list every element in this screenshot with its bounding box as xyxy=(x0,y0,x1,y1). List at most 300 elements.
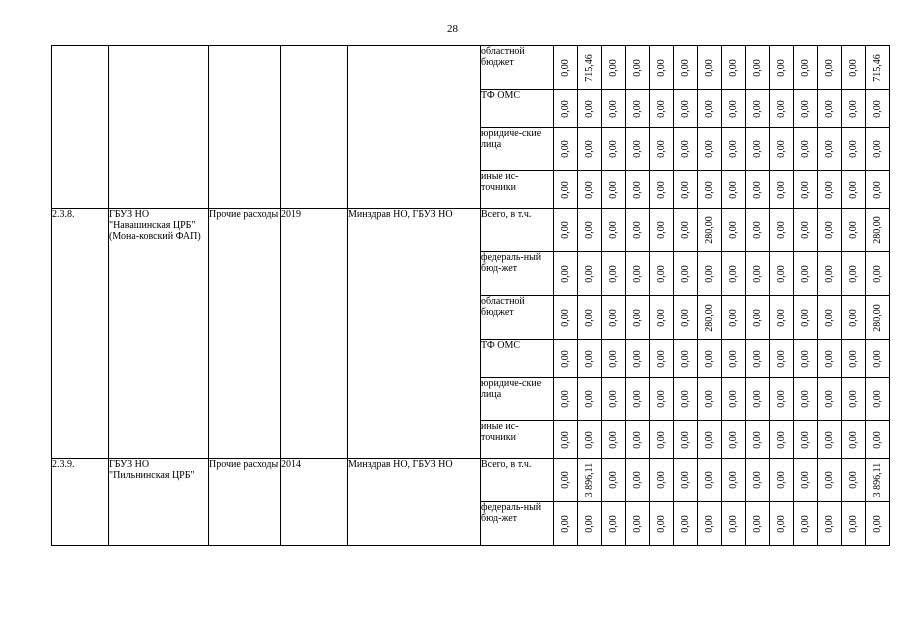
value-text: 0,00 xyxy=(679,221,691,239)
value-text: 0,00 xyxy=(871,140,883,158)
value-cell xyxy=(578,340,602,378)
value-text: 0,00 xyxy=(727,349,739,368)
value-cell xyxy=(818,421,842,459)
value-cell xyxy=(698,128,722,171)
value-cell xyxy=(746,340,770,378)
value-text: 0,00 xyxy=(727,140,739,158)
value-text: 0,00 xyxy=(559,221,571,239)
value-text: 0,00 xyxy=(727,471,739,489)
funding-source-cell: юридиче-ские лица xyxy=(481,128,554,171)
value-cell xyxy=(722,502,746,546)
funding-source-cell: иные ис-точники xyxy=(481,171,554,209)
value-cell xyxy=(818,296,842,340)
value-cell xyxy=(746,296,770,340)
value-text: 0,00 xyxy=(655,99,667,118)
value-cell xyxy=(770,128,794,171)
value-cell xyxy=(554,502,578,546)
value-text: 0,00 xyxy=(751,99,763,118)
value-text: 280,00 xyxy=(703,303,715,332)
value-cell xyxy=(746,171,770,209)
value-text: 0,00 xyxy=(559,390,571,408)
value-text: 0,00 xyxy=(775,349,787,368)
value-cell xyxy=(794,171,818,209)
value-cell xyxy=(866,171,890,209)
value-cell xyxy=(602,209,626,252)
value-text: 0,00 xyxy=(559,308,571,327)
executor-cell: Минздрав НО, ГБУЗ НО xyxy=(348,209,481,459)
value-text: 0,00 xyxy=(703,99,715,118)
value-text: 0,00 xyxy=(655,514,667,533)
value-cell xyxy=(674,46,698,90)
value-text: 0,00 xyxy=(607,471,619,489)
value-text: 0,00 xyxy=(631,430,643,449)
value-cell xyxy=(794,378,818,421)
value-text: 0,00 xyxy=(871,349,883,368)
value-cell xyxy=(698,421,722,459)
executor-cell: Минздрав НО, ГБУЗ НО xyxy=(348,459,481,546)
value-cell xyxy=(578,171,602,209)
value-cell xyxy=(578,128,602,171)
value-cell xyxy=(770,378,794,421)
value-text: 0,00 xyxy=(607,58,619,77)
value-cell xyxy=(770,459,794,502)
value-text: 0,00 xyxy=(631,58,643,77)
value-cell xyxy=(722,459,746,502)
value-text: 0,00 xyxy=(559,430,571,449)
value-text: 0,00 xyxy=(583,349,595,368)
value-text: 0,00 xyxy=(823,221,835,239)
value-cell xyxy=(602,171,626,209)
value-cell xyxy=(722,378,746,421)
value-cell xyxy=(746,421,770,459)
value-text: 0,00 xyxy=(583,180,595,199)
value-text: 715,46 xyxy=(871,53,883,82)
value-cell xyxy=(842,46,866,90)
value-cell xyxy=(674,296,698,340)
value-cell xyxy=(698,296,722,340)
value-text: 0,00 xyxy=(871,514,883,533)
value-cell xyxy=(866,46,890,90)
value-cell xyxy=(578,378,602,421)
value-text: 0,00 xyxy=(847,471,859,489)
value-cell xyxy=(650,209,674,252)
value-text: 0,00 xyxy=(799,58,811,77)
value-cell xyxy=(578,502,602,546)
value-text: 0,00 xyxy=(583,264,595,283)
value-text: 0,00 xyxy=(631,471,643,489)
value-cell xyxy=(794,209,818,252)
value-cell xyxy=(842,128,866,171)
value-text: 0,00 xyxy=(727,430,739,449)
value-cell xyxy=(554,171,578,209)
value-text: 0,00 xyxy=(847,264,859,283)
value-text: 0,00 xyxy=(631,390,643,408)
value-cell xyxy=(602,340,626,378)
year-cell: 2014 xyxy=(281,459,348,546)
value-cell xyxy=(770,46,794,90)
value-text: 0,00 xyxy=(751,180,763,199)
value-text: 0,00 xyxy=(703,180,715,199)
value-text: 0,00 xyxy=(559,140,571,158)
org-name-cell: ГБУЗ НО "Пильнинская ЦРБ" xyxy=(109,459,209,546)
value-text: 0,00 xyxy=(871,430,883,449)
value-cell xyxy=(818,46,842,90)
value-text: 0,00 xyxy=(607,514,619,533)
value-cell xyxy=(626,128,650,171)
value-cell xyxy=(746,252,770,296)
value-cell xyxy=(746,378,770,421)
value-cell xyxy=(602,502,626,546)
value-cell xyxy=(650,340,674,378)
value-text: 0,00 xyxy=(655,349,667,368)
value-text: 0,00 xyxy=(727,514,739,533)
value-cell xyxy=(746,209,770,252)
value-cell xyxy=(770,252,794,296)
value-cell xyxy=(794,128,818,171)
value-cell xyxy=(746,46,770,90)
value-cell xyxy=(698,502,722,546)
value-text: 0,00 xyxy=(799,221,811,239)
value-text: 0,00 xyxy=(799,180,811,199)
value-text: 0,00 xyxy=(799,471,811,489)
row-code-cell: 2.3.9. xyxy=(52,459,109,546)
value-text: 0,00 xyxy=(679,99,691,118)
value-text: 0,00 xyxy=(799,140,811,158)
value-cell xyxy=(650,502,674,546)
value-cell xyxy=(818,378,842,421)
value-cell xyxy=(554,46,578,90)
value-text: 0,00 xyxy=(583,140,595,158)
value-cell xyxy=(674,459,698,502)
value-text: 0,00 xyxy=(775,58,787,77)
value-cell xyxy=(554,209,578,252)
value-cell xyxy=(698,209,722,252)
value-text: 0,00 xyxy=(751,471,763,489)
value-cell xyxy=(842,90,866,128)
budget-table-body xyxy=(52,46,890,546)
value-text: 0,00 xyxy=(655,58,667,77)
value-text: 0,00 xyxy=(727,264,739,283)
value-cell xyxy=(866,296,890,340)
value-cell xyxy=(842,252,866,296)
value-text: 0,00 xyxy=(799,430,811,449)
value-cell xyxy=(578,459,602,502)
value-cell xyxy=(650,128,674,171)
value-text: 0,00 xyxy=(583,221,595,239)
value-text: 0,00 xyxy=(847,349,859,368)
value-cell xyxy=(554,459,578,502)
value-cell xyxy=(602,296,626,340)
value-text: 0,00 xyxy=(655,264,667,283)
value-text: 0,00 xyxy=(775,390,787,408)
value-cell xyxy=(602,46,626,90)
value-text: 0,00 xyxy=(775,430,787,449)
value-cell xyxy=(794,340,818,378)
value-text: 0,00 xyxy=(775,99,787,118)
value-cell xyxy=(842,378,866,421)
table-row xyxy=(52,46,890,90)
value-cell xyxy=(866,378,890,421)
value-cell xyxy=(770,340,794,378)
value-text: 0,00 xyxy=(823,471,835,489)
value-text: 0,00 xyxy=(775,140,787,158)
value-cell xyxy=(626,90,650,128)
value-text: 0,00 xyxy=(871,390,883,408)
value-text: 0,00 xyxy=(727,221,739,239)
funding-source-cell: областной бюджет xyxy=(481,296,554,340)
funding-source-cell: юридиче-ские лица xyxy=(481,378,554,421)
value-text: 0,00 xyxy=(847,58,859,77)
value-text: 0,00 xyxy=(847,180,859,199)
value-text: 0,00 xyxy=(847,308,859,327)
value-cell xyxy=(650,171,674,209)
value-text: 0,00 xyxy=(607,180,619,199)
funding-source-cell: ТФ ОМС xyxy=(481,90,554,128)
value-cell xyxy=(818,90,842,128)
value-text: 0,00 xyxy=(751,390,763,408)
value-cell xyxy=(770,502,794,546)
value-text: 0,00 xyxy=(775,221,787,239)
value-cell xyxy=(554,296,578,340)
expense-type-cell xyxy=(209,46,281,209)
value-cell xyxy=(650,296,674,340)
value-text: 0,00 xyxy=(775,471,787,489)
value-cell xyxy=(722,252,746,296)
value-cell xyxy=(866,340,890,378)
value-cell xyxy=(626,209,650,252)
value-text: 0,00 xyxy=(655,430,667,449)
value-cell xyxy=(722,46,746,90)
org-name-cell xyxy=(109,46,209,209)
value-cell xyxy=(578,252,602,296)
value-text: 0,00 xyxy=(679,180,691,199)
value-text: 0,00 xyxy=(727,308,739,327)
value-cell xyxy=(794,90,818,128)
value-text: 0,00 xyxy=(607,308,619,327)
value-text: 0,00 xyxy=(631,180,643,199)
value-cell xyxy=(554,252,578,296)
value-cell xyxy=(578,209,602,252)
value-cell xyxy=(722,90,746,128)
value-cell xyxy=(674,90,698,128)
value-cell xyxy=(698,378,722,421)
value-text: 0,00 xyxy=(799,349,811,368)
value-cell xyxy=(602,128,626,171)
value-text: 0,00 xyxy=(607,140,619,158)
value-cell xyxy=(626,459,650,502)
funding-source-cell: областной бюджет xyxy=(481,46,554,90)
value-cell xyxy=(794,421,818,459)
value-text: 0,00 xyxy=(703,514,715,533)
value-text: 0,00 xyxy=(751,221,763,239)
value-text: 0,00 xyxy=(631,264,643,283)
value-text: 280,00 xyxy=(703,216,715,244)
value-text: 0,00 xyxy=(655,221,667,239)
table-row xyxy=(52,209,890,252)
value-cell xyxy=(770,421,794,459)
value-cell xyxy=(602,252,626,296)
value-text: 0,00 xyxy=(607,349,619,368)
value-text: 0,00 xyxy=(871,180,883,199)
value-text: 0,00 xyxy=(799,264,811,283)
value-cell xyxy=(818,128,842,171)
value-text: 0,00 xyxy=(703,264,715,283)
value-cell xyxy=(554,90,578,128)
budget-table xyxy=(51,45,890,546)
value-text: 0,00 xyxy=(679,471,691,489)
value-text: 0,00 xyxy=(631,308,643,327)
value-text: 0,00 xyxy=(559,264,571,283)
value-cell xyxy=(674,128,698,171)
value-cell xyxy=(866,90,890,128)
value-cell xyxy=(698,90,722,128)
value-text: 0,00 xyxy=(607,430,619,449)
value-text: 0,00 xyxy=(823,430,835,449)
value-text: 0,00 xyxy=(823,180,835,199)
value-cell xyxy=(866,128,890,171)
value-cell xyxy=(626,502,650,546)
value-text: 0,00 xyxy=(799,390,811,408)
value-cell xyxy=(650,459,674,502)
value-text: 0,00 xyxy=(583,99,595,118)
value-text: 0,00 xyxy=(847,140,859,158)
value-text: 0,00 xyxy=(655,390,667,408)
value-cell xyxy=(698,171,722,209)
value-cell xyxy=(842,340,866,378)
value-text: 0,00 xyxy=(727,390,739,408)
value-text: 0,00 xyxy=(823,514,835,533)
value-text: 0,00 xyxy=(823,390,835,408)
value-cell xyxy=(698,252,722,296)
value-cell xyxy=(722,421,746,459)
value-cell xyxy=(722,171,746,209)
funding-source-cell: ТФ ОМС xyxy=(481,340,554,378)
value-cell xyxy=(842,459,866,502)
value-text: 0,00 xyxy=(727,99,739,118)
value-cell xyxy=(554,378,578,421)
value-cell xyxy=(626,378,650,421)
value-text: 0,00 xyxy=(607,390,619,408)
value-text: 0,00 xyxy=(679,514,691,533)
value-text: 0,00 xyxy=(703,349,715,368)
value-cell xyxy=(602,378,626,421)
value-text: 0,00 xyxy=(703,58,715,77)
value-cell xyxy=(698,46,722,90)
value-cell xyxy=(554,340,578,378)
value-cell xyxy=(818,459,842,502)
value-text: 0,00 xyxy=(655,308,667,327)
value-cell xyxy=(626,296,650,340)
value-cell xyxy=(626,340,650,378)
value-cell xyxy=(794,252,818,296)
value-text: 0,00 xyxy=(583,514,595,533)
value-text: 0,00 xyxy=(799,99,811,118)
value-cell xyxy=(818,340,842,378)
value-text: 0,00 xyxy=(751,349,763,368)
value-cell xyxy=(626,46,650,90)
value-text: 0,00 xyxy=(559,58,571,77)
value-cell xyxy=(866,209,890,252)
value-cell xyxy=(770,90,794,128)
value-text: 0,00 xyxy=(607,221,619,239)
value-text: 0,00 xyxy=(655,180,667,199)
value-text: 0,00 xyxy=(751,264,763,283)
value-cell xyxy=(578,296,602,340)
value-text: 0,00 xyxy=(799,514,811,533)
value-cell xyxy=(626,171,650,209)
value-text: 0,00 xyxy=(703,471,715,489)
value-text: 0,00 xyxy=(583,390,595,408)
funding-source-cell: Всего, в т.ч. xyxy=(481,459,554,502)
value-text: 0,00 xyxy=(631,514,643,533)
value-cell xyxy=(722,128,746,171)
value-text: 0,00 xyxy=(679,390,691,408)
value-cell xyxy=(842,209,866,252)
value-cell xyxy=(674,252,698,296)
value-cell xyxy=(818,209,842,252)
value-text: 0,00 xyxy=(727,58,739,77)
value-text: 0,00 xyxy=(823,264,835,283)
value-cell xyxy=(842,296,866,340)
value-text: 280,00 xyxy=(871,303,883,332)
value-cell xyxy=(554,421,578,459)
value-cell xyxy=(746,459,770,502)
value-cell xyxy=(818,252,842,296)
value-text: 0,00 xyxy=(631,140,643,158)
value-text: 0,00 xyxy=(727,180,739,199)
value-text: 0,00 xyxy=(847,221,859,239)
value-cell xyxy=(794,502,818,546)
value-cell xyxy=(794,46,818,90)
value-text: 0,00 xyxy=(823,140,835,158)
value-text: 0,00 xyxy=(559,471,571,489)
value-text: 0,00 xyxy=(583,308,595,327)
value-cell xyxy=(650,252,674,296)
value-text: 0,00 xyxy=(823,58,835,77)
org-name-cell: ГБУЗ НО "Навашинская ЦРБ" (Мона-ковский ФАП) xyxy=(109,209,209,459)
value-text: 0,00 xyxy=(631,99,643,118)
value-cell xyxy=(674,421,698,459)
row-code-cell: 2.3.8. xyxy=(52,209,109,459)
value-text: 0,00 xyxy=(823,99,835,118)
value-cell xyxy=(602,459,626,502)
value-text: 0,00 xyxy=(751,430,763,449)
value-cell xyxy=(626,252,650,296)
expense-type-cell: Прочие расходы xyxy=(209,209,281,459)
value-text: 0,00 xyxy=(847,390,859,408)
value-text: 0,00 xyxy=(823,308,835,327)
value-text: 0,00 xyxy=(679,430,691,449)
value-cell xyxy=(626,421,650,459)
value-cell xyxy=(770,296,794,340)
value-text: 0,00 xyxy=(871,99,883,118)
value-text: 0,00 xyxy=(559,99,571,118)
value-text: 0,00 xyxy=(703,390,715,408)
value-cell xyxy=(770,209,794,252)
value-cell xyxy=(770,171,794,209)
value-cell xyxy=(842,502,866,546)
value-cell xyxy=(722,340,746,378)
value-text: 0,00 xyxy=(751,140,763,158)
value-text: 0,00 xyxy=(655,140,667,158)
value-cell xyxy=(578,46,602,90)
value-text: 0,00 xyxy=(631,221,643,239)
value-cell xyxy=(674,378,698,421)
funding-source-cell: Всего, в т.ч. xyxy=(481,209,554,252)
value-text: 0,00 xyxy=(631,349,643,368)
value-cell xyxy=(722,209,746,252)
value-text: 0,00 xyxy=(823,349,835,368)
